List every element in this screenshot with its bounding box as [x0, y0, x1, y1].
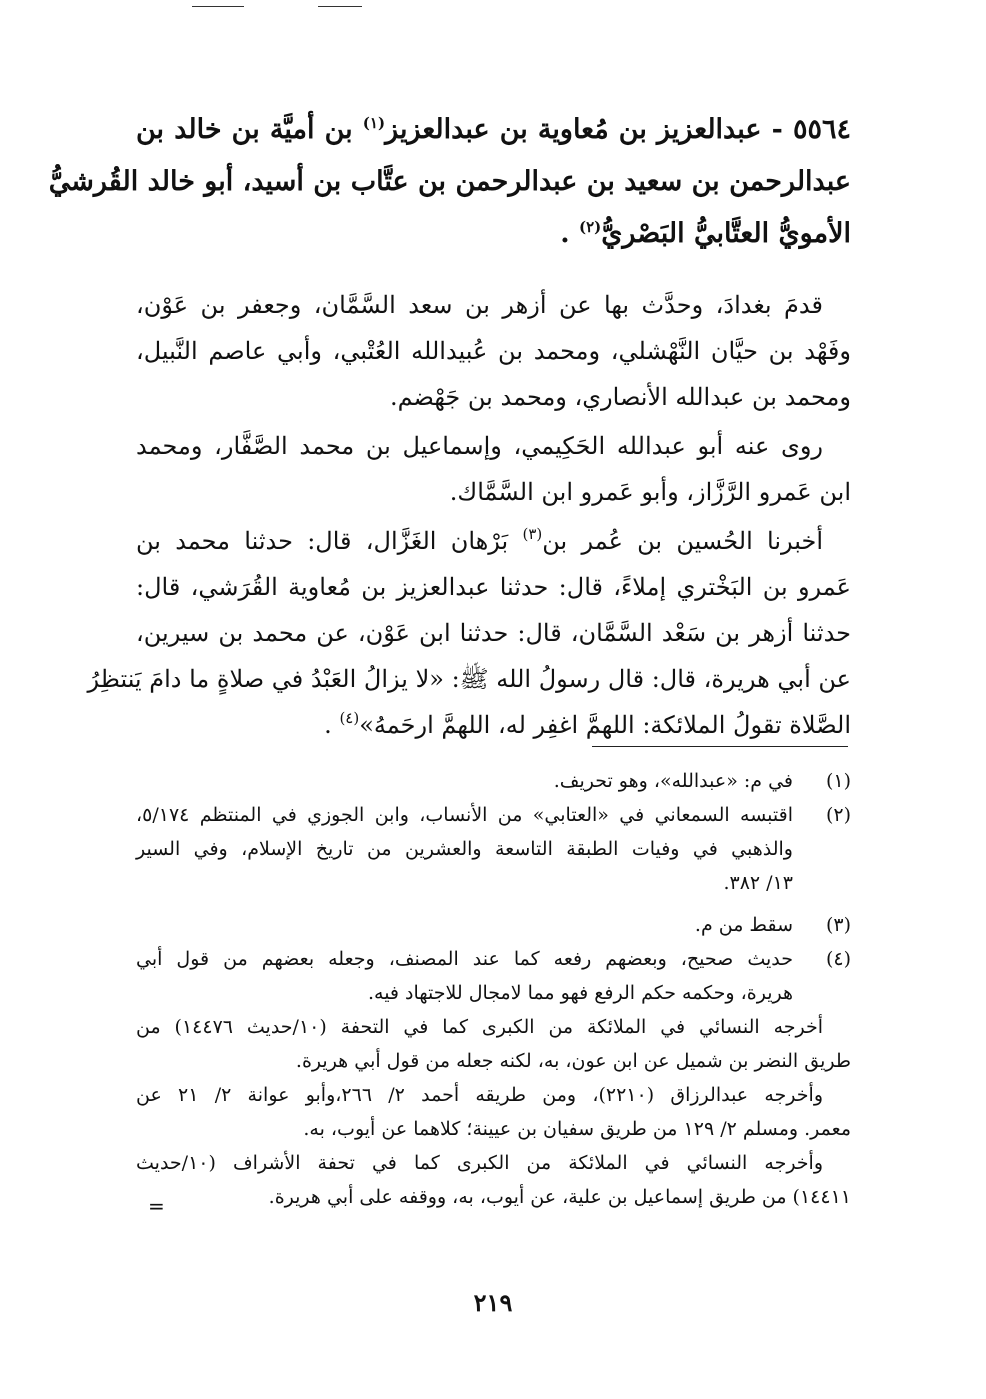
entry-text: بن أميَّة بن خالد بن	[136, 114, 363, 145]
footnote-text: وأخرجه عبدالرزاق (٢٢١٠)، ومن طريقه أحمد ٢/ ٢٦٦،وأبو عوانة ٢/ ٢١ عن	[136, 1084, 823, 1106]
paragraph-line	[136, 282, 851, 328]
footnote-ref[interactable]: (١)	[362, 114, 386, 132]
footnote-4	[136, 942, 851, 1010]
footnote-number: (٤)	[825, 948, 851, 970]
footnote-4-sources	[136, 1010, 851, 1214]
footnote-line: اقتبسه السمعاني في «العتابي» من الأنساب، وابن الجوزي في المنتظم ٥/١٧٤،	[136, 804, 793, 826]
entry-line	[136, 208, 851, 260]
footnote-line: ١٤٤١١) من طريق إسماعيل بن علية، عن أيوب، به، ووقفه على أبي هريرة.	[268, 1186, 851, 1208]
paragraph-text: بَرْهان الغَزَّال، قال: حدثنا محمد بن	[136, 527, 523, 555]
footnote-line	[136, 1146, 851, 1180]
entry-text: ٥٥٦٤ - عبدالعزيز بن مُعاوية بن عبدالعزيز	[385, 114, 851, 145]
paragraph-line	[136, 702, 851, 748]
footnote-ref[interactable]: (٤)	[339, 709, 360, 727]
footnote-2	[136, 798, 851, 900]
entry-heading	[48, 104, 851, 260]
paragraph-narrators	[136, 423, 851, 515]
footnote-text: أخرجه النسائي في الملائكة من الكبرى كما في التحفة (١٠/حديث ١٤٤٧٦) من	[136, 1016, 824, 1038]
footnote-line: معمر. ومسلم ٢/ ١٢٩ من طريق سفيان بن عيينة؛ كلاهما عن أيوب، به.	[303, 1118, 851, 1140]
paragraph-text: قدمَ بغدادَ، وحدَّث بها عن أزهر بن سعد السَّمَّان، وجعفر بن عَوْن،	[136, 291, 823, 319]
paragraph-line: عن أبي هريرة، قال: قال رسولُ الله ﷺ: «لا يزالُ العَبْدُ في صلاةٍ ما دامَ يَنتظِرُ	[87, 665, 851, 693]
footnote-1	[136, 764, 851, 798]
top-rule-left	[192, 6, 244, 7]
footnote-line	[136, 1078, 851, 1112]
entry-text: .	[560, 218, 579, 249]
paragraph-line	[136, 423, 851, 469]
page-number: ٢١٩	[473, 1288, 513, 1317]
paragraph-line	[136, 518, 851, 564]
paragraph-text: .	[324, 711, 340, 739]
footnote-number: (١)	[825, 770, 851, 792]
entry-text: الأمويُّ العتَّابيُّ البَصْريُّ	[601, 218, 851, 249]
paragraph-line: ابن عَمرو الرَّزَّاز، وأبو عَمرو ابن السَّمَّاك.	[449, 478, 851, 506]
footnote-line	[136, 1010, 851, 1044]
footnote-line: والذهبي في وفيات الطبقة التاسعة والعشرين من تاريخ الإسلام، وفي السير	[136, 838, 793, 860]
paragraph-text: أخبرنا الحُسين بن عُمر بن	[542, 527, 823, 555]
footnote-line: هريرة، وحكمه حكم الرفع فهو مما لامجال للاجتهاد فيه.	[367, 982, 793, 1004]
entry-line	[136, 104, 851, 156]
paragraph-line: ومحمد بن عبدالله الأنصاري، ومحمد بن جَهْضم.	[389, 383, 851, 411]
footnote-ref[interactable]: (٢)	[579, 218, 602, 236]
footnote-3	[136, 908, 851, 942]
footnote-separator	[592, 746, 848, 747]
footnote-line: طريق النضر بن شميل عن ابن عون، به، لكنه جعله من قول أبي هريرة.	[295, 1050, 851, 1072]
footnote-number: (٢)	[825, 804, 851, 826]
paragraph-text: الصَّلاة تقولُ الملائكة: اللهمَّ اغفِر له، اللهمَّ ارحَمهُ»	[359, 711, 851, 739]
footnote-line: في م: «عبدالله»، وهو تحريف.	[553, 770, 793, 792]
footnote-line: حديث صحيح، وبعضهم رفعه كما عند المصنف، وجعله بعضهم من قول أبي	[136, 948, 793, 970]
footnote-line: ١٣/ ٣٨٢.	[723, 872, 793, 894]
continuation-mark: =	[148, 1194, 165, 1218]
footnote-ref[interactable]: (٣)	[522, 525, 543, 543]
footnote-line: سقط من م.	[694, 914, 793, 936]
footnote-text: وأخرجه النسائي في الملائكة من الكبرى كما في تحفة الأشراف (١٠/حديث	[136, 1152, 823, 1174]
entry-line: عبدالرحمن بن سعيد بن عبدالرحمن بن عتَّاب بن أسيد، أبو خالد القُرشيُّ	[48, 166, 851, 197]
paragraph-hadith	[87, 518, 851, 748]
paragraph-line: عَمرو بن البَخْتري إملاءً، قال: حدثنا عبدالعزيز بن مُعاوية القُرَشي، قال:	[136, 573, 851, 601]
top-rule-right	[318, 6, 362, 7]
paragraph-line: وفَهْد بن حيَّان النَّهْشلي، ومحمد بن عُبيدالله العُتْبي، وأبي عاصم النَّبيل،	[136, 337, 851, 365]
footnote-number: (٣)	[825, 914, 851, 936]
footnotes	[136, 764, 851, 1214]
paragraph-line: حدثنا أزهر بن سَعْد السَّمَّان، قال: حدثنا ابن عَوْن، عن محمد بن سيرين،	[136, 619, 851, 647]
paragraph-travels	[136, 282, 851, 420]
paragraph-text: روى عنه أبو عبدالله الحَكِيمي، وإسماعيل بن محمد الصَّفَّار، ومحمد	[136, 432, 823, 460]
